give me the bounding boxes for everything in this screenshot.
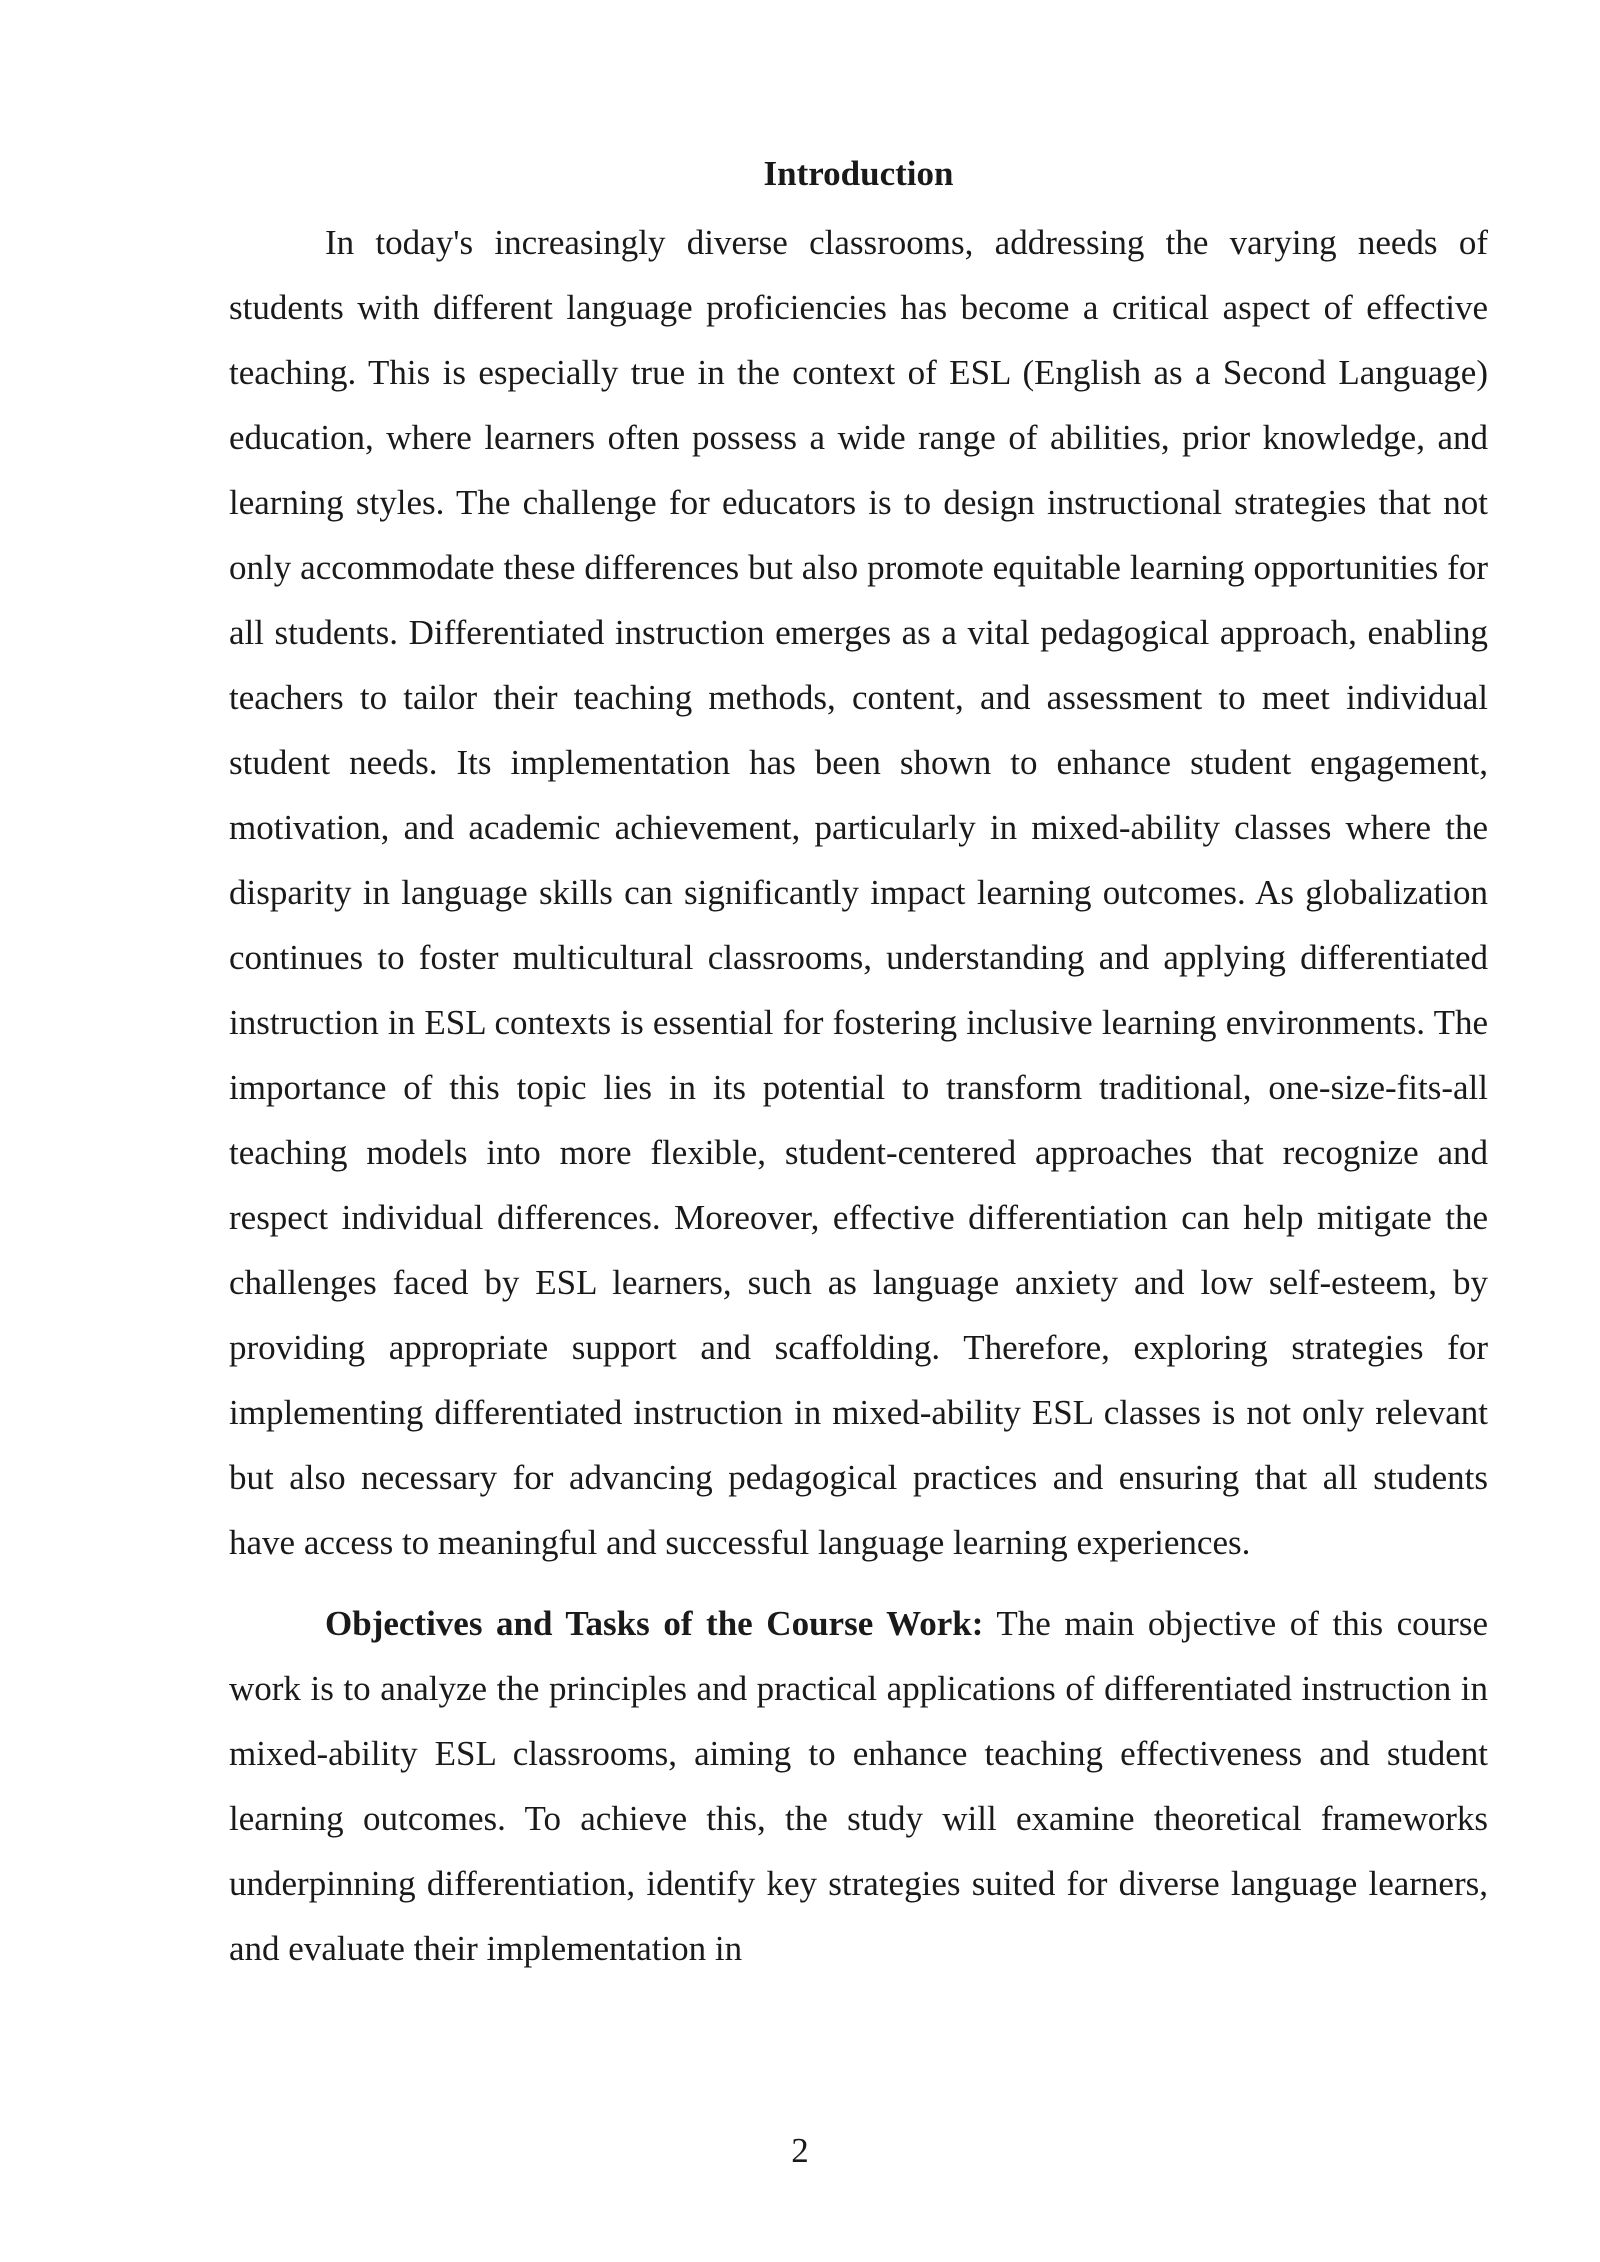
section-heading: Introduction	[763, 154, 954, 193]
intro-paragraph: In today's increasingly diverse classrooms, addressing the varying needs of students with different language proficiencies has become a critical aspect of effective teaching. This is especially true in the context of ESL (English as a Second Language) education, where learners often possess a wide range of abilities, prior knowledge, and learning styles. The challenge for educators is to design instructional strategies that not only accommodate these differences but also promote equitable learning opportunities for all students. Differentiated instruction emerges as a vital pedagogical approach, enabling teachers to tailor their teaching methods, content, and assessment to meet individual student needs. Its implementation has been shown to enhance student engagement, motivation, and academic achievement, particularly in mixed-ability classes where the disparity in language skills can significantly impact learning outcomes. As globalization continues to foster multicultural classrooms, understanding and applying differentiated instruction in ESL contexts is essential for fostering inclusive learning environments. The importance of this topic lies in its potential to transform traditional, one-size-fits-all teaching models into more flexible, student-centered approaches that recognize and respect individual differences. Moreover, effective differentiation can help mitigate the challenges faced by ESL learners, such as language anxiety and low self-esteem, by providing appropriate support and scaffolding. Therefore, exploring strategies for implementing differentiated instruction in mixed-ability ESL classes is not only relevant but also necessary for advancing pedagogical practices and ensuring that all students have access to meaningful and successful language learning experiences.	[229, 223, 1488, 1562]
page-number: 2	[791, 2131, 809, 2170]
objectives-paragraph	[229, 1591, 1488, 1981]
objectives-lead: Objectives and Tasks of the Course Work:	[325, 1604, 984, 1643]
page-content	[229, 148, 1488, 1981]
objectives-text: The main objective of this course work is to analyze the principles and practical applications of differentiated instruction in mixed-ability ESL classrooms, aiming to enhance teaching effectiveness and student learning outcomes. To achieve this, the study will examine theoretical frameworks underpinning differentiation, identify key strategies suited for diverse language learners, and evaluate their implementation in	[229, 1604, 1488, 1968]
